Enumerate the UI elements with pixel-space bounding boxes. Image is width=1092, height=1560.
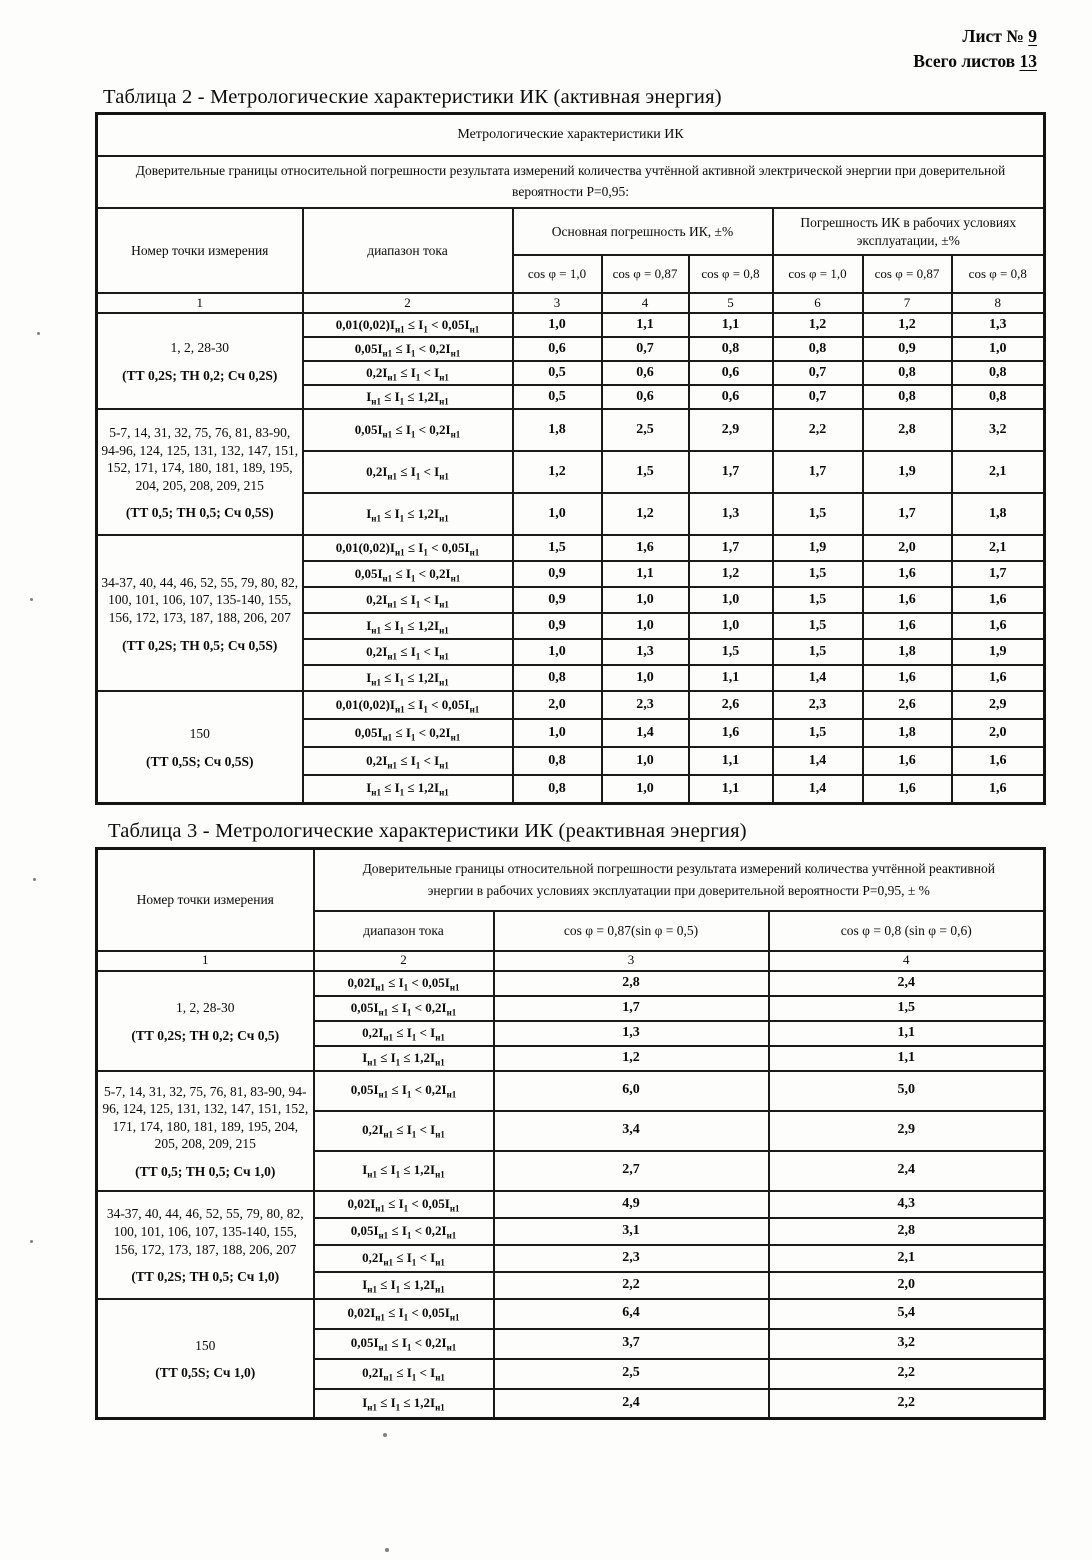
current-range-cell: $0,2I_{н1} \le I_1 < I_{н1}$	[303, 587, 513, 613]
error-value-cell: 2,8	[863, 409, 952, 451]
error-value-cell: 2,9	[689, 409, 773, 451]
table-row	[97, 1071, 1045, 1111]
current-range-cell: $0,2I_{н1} \le I_1 < I_{н1}$	[303, 747, 513, 775]
measurement-point-cell	[97, 971, 314, 1071]
error-value-cell: 2,5	[494, 1359, 769, 1389]
error-value-cell: 0,8	[952, 385, 1045, 409]
error-value-cell: 1,3	[952, 313, 1045, 337]
error-value-cell: 0,9	[513, 561, 602, 587]
error-value-cell: 2,6	[863, 691, 952, 719]
error-value-cell: 1,6	[863, 775, 952, 803]
error-value-cell: 1,0	[513, 313, 602, 337]
error-value-cell: 1,6	[952, 665, 1045, 691]
device-accuracy-label: (ТТ 0,5; ТН 0,5; Сч 0,5S)	[125, 505, 274, 521]
error-value-cell: 6,0	[494, 1071, 769, 1111]
error-value-cell: 2,6	[689, 691, 773, 719]
error-value-cell: 1,1	[769, 1046, 1045, 1071]
error-value-cell: 1,0	[602, 775, 689, 803]
error-value-cell: 5,4	[769, 1299, 1045, 1329]
error-value-cell: 2,2	[494, 1272, 769, 1299]
error-value-cell: 1,3	[689, 493, 773, 535]
current-range-cell: $0,05I_{н1} \le I_1 < 0,2I_{н1}$	[314, 1218, 494, 1245]
device-accuracy-label: (ТТ 0,5S; Сч 0,5S)	[145, 753, 254, 769]
table2-group-working-header: Погрешность ИК в рабочих условиях эксплуатации, ±%	[773, 208, 1045, 255]
current-range-cell: $0,2I_{н1} \le I_1 < I_{н1}$	[314, 1021, 494, 1046]
table3-col-number: 1	[97, 951, 314, 971]
scan-speck	[383, 1433, 387, 1437]
error-value-cell: 1,0	[602, 613, 689, 639]
current-range-cell: $I_{н1} \le I_1 \le 1,2I_{н1}$	[303, 613, 513, 639]
error-value-cell: 1,1	[602, 313, 689, 337]
scan-speck	[37, 332, 40, 335]
current-range-cell: $0,02I_{н1} \le I_1 < 0,05I_{н1}$	[314, 971, 494, 996]
error-value-cell: 0,8	[513, 665, 602, 691]
error-value-cell: 1,5	[602, 451, 689, 493]
error-value-cell: 3,4	[494, 1111, 769, 1151]
error-value-cell: 2,9	[952, 691, 1045, 719]
error-value-cell: 0,8	[513, 747, 602, 775]
error-value-cell: 3,1	[494, 1218, 769, 1245]
error-value-cell: 2,7	[494, 1151, 769, 1191]
error-value-cell: 0,8	[773, 337, 863, 361]
table2-group-basic-header: Основная погрешность ИК, ±%	[513, 208, 773, 255]
error-value-cell: 1,5	[773, 493, 863, 535]
table2-col-number: 2	[303, 293, 513, 313]
error-value-cell: 1,5	[513, 535, 602, 561]
error-value-cell: 2,3	[602, 691, 689, 719]
table2-header-sub: Доверительные границы относительной погрешности результата измерений количества учтённой активной электрической энергии при доверительной вероятности Р=0,95:	[97, 156, 1045, 208]
error-value-cell: 1,9	[863, 451, 952, 493]
error-value-cell: 2,8	[494, 971, 769, 996]
table2-col-number: 8	[952, 293, 1045, 313]
table3-cos-header: cos φ = 0,8 (sin φ = 0,6)	[769, 911, 1045, 951]
current-range-cell: $0,01(0,02)I_{н1} \le I_1 < 0,05I_{н1}$	[303, 313, 513, 337]
current-range-cell: $0,2I_{н1} \le I_1 < I_{н1}$	[303, 451, 513, 493]
measurement-point-cell	[97, 313, 303, 409]
error-value-cell: 1,5	[773, 587, 863, 613]
error-value-cell: 1,6	[952, 613, 1045, 639]
table-row	[97, 409, 1045, 451]
error-value-cell: 0,8	[863, 361, 952, 385]
error-value-cell: 1,4	[773, 665, 863, 691]
sheet-number: 9	[1028, 26, 1037, 46]
table-row	[97, 535, 1045, 561]
error-value-cell: 1,6	[602, 535, 689, 561]
current-range-cell: $I_{н1} \le I_1 \le 1,2I_{н1}$	[303, 775, 513, 803]
error-value-cell: 2,0	[513, 691, 602, 719]
table2-col-number: 6	[773, 293, 863, 313]
error-value-cell: 0,9	[513, 613, 602, 639]
error-value-cell: 1,7	[494, 996, 769, 1021]
device-accuracy-label: (ТТ 0,2S; ТН 0,5; Сч 1,0)	[131, 1269, 280, 1285]
scan-speck	[33, 878, 36, 881]
table3-cos-header: cos φ = 0,87(sin φ = 0,5)	[494, 911, 769, 951]
error-value-cell: 4,9	[494, 1191, 769, 1218]
measurement-point-cell	[97, 1299, 314, 1419]
table2-col-number: 5	[689, 293, 773, 313]
table3-title: Таблица 3 - Метрологические характеристики ИК (реактивная энергия)	[108, 819, 747, 842]
error-value-cell: 1,5	[773, 613, 863, 639]
error-value-cell: 2,2	[769, 1389, 1045, 1419]
measurement-point-cell	[97, 409, 303, 535]
table2-col-number: 3	[513, 293, 602, 313]
error-value-cell: 0,7	[773, 361, 863, 385]
current-range-cell: $0,05I_{н1} \le I_1 < 0,2I_{н1}$	[303, 561, 513, 587]
error-value-cell: 6,4	[494, 1299, 769, 1329]
error-value-cell: 1,8	[863, 719, 952, 747]
error-value-cell: 2,2	[773, 409, 863, 451]
current-range-cell: $0,05I_{н1} \le I_1 < 0,2I_{н1}$	[303, 337, 513, 361]
error-value-cell: 1,5	[689, 639, 773, 665]
error-value-cell: 0,5	[513, 385, 602, 409]
error-value-cell: 1,9	[773, 535, 863, 561]
table2-col-number: 4	[602, 293, 689, 313]
error-value-cell: 1,1	[689, 665, 773, 691]
error-value-cell: 1,2	[602, 493, 689, 535]
total-sheets-number: 13	[1019, 51, 1037, 72]
total-sheets-line	[913, 49, 1037, 74]
error-value-cell: 2,9	[769, 1111, 1045, 1151]
current-range-cell: $0,2I_{н1} \le I_1 < I_{н1}$	[303, 639, 513, 665]
error-value-cell: 0,6	[602, 361, 689, 385]
error-value-cell: 1,9	[952, 639, 1045, 665]
error-value-cell: 2,1	[952, 451, 1045, 493]
point-numbers: 5-7, 14, 31, 32, 75, 76, 81, 83-90, 94-96, 124, 125, 131, 132, 147, 151, 152, 171, 174, 180, 181, 189, 195, 204, 205, 208, 209, 215	[101, 425, 299, 493]
error-value-cell: 1,8	[863, 639, 952, 665]
error-value-cell: 0,6	[513, 337, 602, 361]
error-value-cell: 2,2	[769, 1359, 1045, 1389]
error-value-cell: 2,5	[602, 409, 689, 451]
table2-title: Таблица 2 - Метрологические характеристики ИК (активная энергия)	[103, 86, 722, 108]
table3-col-point-header: Номер точки измерения	[97, 848, 314, 951]
current-range-cell: $0,01(0,02)I_{н1} \le I_1 < 0,05I_{н1}$	[303, 535, 513, 561]
table-row	[97, 1191, 1045, 1218]
table2-cos-header: cos φ = 1,0	[773, 255, 863, 293]
table3-col-range-header: диапазон тока	[314, 911, 494, 951]
current-range-cell: $0,2I_{н1} \le I_1 < I_{н1}$	[314, 1111, 494, 1151]
table2-col-range-header: диапазон тока	[303, 208, 513, 293]
error-value-cell: 1,6	[952, 775, 1045, 803]
device-accuracy-label: (ТТ 0,2S; ТН 0,5; Сч 0,5S)	[122, 637, 278, 653]
error-value-cell: 1,1	[689, 775, 773, 803]
table3-col-number: 3	[494, 951, 769, 971]
error-value-cell: 3,2	[769, 1329, 1045, 1359]
error-value-cell: 2,0	[952, 719, 1045, 747]
error-value-cell: 0,8	[689, 337, 773, 361]
current-range-cell: $0,2I_{н1} \le I_1 < I_{н1}$	[314, 1359, 494, 1389]
point-numbers: 34-37, 40, 44, 46, 52, 55, 79, 80, 82, 100, 101, 106, 107, 135-140, 155, 156, 172, 173, 187, 188, 206, 207	[106, 1206, 304, 1257]
sheet-number-line	[913, 24, 1037, 49]
error-value-cell: 1,2	[773, 313, 863, 337]
error-value-cell: 1,3	[602, 639, 689, 665]
current-range-cell: $0,02I_{н1} \le I_1 < 0,05I_{н1}$	[314, 1191, 494, 1218]
measurement-point-cell	[97, 1071, 314, 1191]
error-value-cell: 1,2	[513, 451, 602, 493]
error-value-cell: 2,3	[773, 691, 863, 719]
sheet-label: Лист №	[962, 26, 1024, 46]
device-accuracy-label: (ТТ 0,5; ТН 0,5; Сч 1,0)	[135, 1163, 276, 1179]
error-value-cell: 1,0	[513, 639, 602, 665]
sheet-info	[913, 24, 1037, 75]
error-value-cell: 0,8	[863, 385, 952, 409]
error-value-cell: 1,1	[769, 1021, 1045, 1046]
error-value-cell: 2,8	[769, 1218, 1045, 1245]
error-value-cell: 2,0	[769, 1272, 1045, 1299]
error-value-cell: 1,8	[952, 493, 1045, 535]
error-value-cell: 2,1	[952, 535, 1045, 561]
current-range-cell: $I_{н1} \le I_1 \le 1,2I_{н1}$	[303, 665, 513, 691]
current-range-cell: $I_{н1} \le I_1 \le 1,2I_{н1}$	[303, 493, 513, 535]
error-value-cell: 2,0	[863, 535, 952, 561]
point-numbers: 5-7, 14, 31, 32, 75, 76, 81, 83-90, 94-96, 124, 125, 131, 132, 147, 151, 152, 171, 174, 180, 181, 189, 195, 204, 205, 208, 209, 215	[102, 1083, 309, 1152]
error-value-cell: 0,8	[952, 361, 1045, 385]
error-value-cell: 1,0	[602, 665, 689, 691]
table-row	[97, 691, 1045, 719]
error-value-cell: 0,9	[513, 587, 602, 613]
error-value-cell: 1,0	[689, 613, 773, 639]
error-value-cell: 1,1	[602, 561, 689, 587]
error-value-cell: 5,0	[769, 1071, 1045, 1111]
error-value-cell: 1,2	[494, 1046, 769, 1071]
error-value-cell: 0,6	[689, 385, 773, 409]
error-value-cell: 1,6	[863, 665, 952, 691]
table3-col-number: 4	[769, 951, 1045, 971]
error-value-cell: 1,4	[602, 719, 689, 747]
error-value-cell: 1,3	[494, 1021, 769, 1046]
device-accuracy-label: (ТТ 0,2S; ТН 0,2; Сч 0,5)	[131, 1027, 280, 1043]
error-value-cell: 2,1	[769, 1245, 1045, 1272]
error-value-cell: 1,4	[773, 747, 863, 775]
error-value-cell: 1,5	[773, 639, 863, 665]
table2-cos-header: cos φ = 0,8	[689, 255, 773, 293]
error-value-cell: 1,2	[689, 561, 773, 587]
error-value-cell: 1,0	[602, 587, 689, 613]
error-value-cell: 1,6	[689, 719, 773, 747]
error-value-cell: 1,0	[689, 587, 773, 613]
measurement-point-cell	[97, 1191, 314, 1299]
table3-col-number: 2	[314, 951, 494, 971]
error-value-cell: 2,4	[769, 971, 1045, 996]
current-range-cell: $0,05I_{н1} \le I_1 < 0,2I_{н1}$	[303, 409, 513, 451]
error-value-cell: 2,4	[494, 1389, 769, 1419]
error-value-cell: 3,7	[494, 1329, 769, 1359]
error-value-cell: 1,6	[863, 613, 952, 639]
error-value-cell: 1,6	[863, 747, 952, 775]
error-value-cell: 1,6	[952, 587, 1045, 613]
current-range-cell: $0,05I_{н1} \le I_1 < 0,2I_{н1}$	[314, 996, 494, 1021]
error-value-cell: 1,6	[863, 587, 952, 613]
error-value-cell: 1,7	[863, 493, 952, 535]
scan-speck	[385, 1548, 389, 1552]
table2-col-number: 7	[863, 293, 952, 313]
error-value-cell: 0,7	[602, 337, 689, 361]
error-value-cell: 1,7	[952, 561, 1045, 587]
error-value-cell: 1,6	[952, 747, 1045, 775]
current-range-cell: $0,05I_{н1} \le I_1 < 0,2I_{н1}$	[303, 719, 513, 747]
current-range-cell: $0,05I_{н1} \le I_1 < 0,2I_{н1}$	[314, 1071, 494, 1111]
error-value-cell: 1,1	[689, 313, 773, 337]
error-value-cell: 2,3	[494, 1245, 769, 1272]
error-value-cell: 1,0	[513, 493, 602, 535]
current-range-cell: $I_{н1} \le I_1 \le 1,2I_{н1}$	[314, 1389, 494, 1419]
error-value-cell: 1,5	[773, 561, 863, 587]
table3-reactive-energy	[95, 847, 1046, 1421]
point-numbers: 150	[195, 1337, 216, 1353]
current-range-cell: $I_{н1} \le I_1 \le 1,2I_{н1}$	[314, 1151, 494, 1191]
table2-col-number: 1	[97, 293, 303, 313]
current-range-cell: $I_{н1} \le I_1 \le 1,2I_{н1}$	[314, 1272, 494, 1299]
current-range-cell: $0,2I_{н1} \le I_1 < I_{н1}$	[303, 361, 513, 385]
error-value-cell: 3,2	[952, 409, 1045, 451]
error-value-cell: 1,8	[513, 409, 602, 451]
error-value-cell: 1,7	[689, 451, 773, 493]
current-range-cell: $0,01(0,02)I_{н1} \le I_1 < 0,05I_{н1}$	[303, 691, 513, 719]
error-value-cell: 1,6	[863, 561, 952, 587]
table3-header-span: Доверительные границы относительной погрешности результата измерений количества учтённой реактивной энергии в рабочих условиях эксплуатации при доверительной вероятности Р=0,95, ± %	[314, 848, 1045, 911]
table-row	[97, 971, 1045, 996]
error-value-cell: 1,5	[769, 996, 1045, 1021]
error-value-cell: 4,3	[769, 1191, 1045, 1218]
error-value-cell: 0,9	[863, 337, 952, 361]
current-range-cell: $I_{н1} \le I_1 \le 1,2I_{н1}$	[303, 385, 513, 409]
table2-header-main: Метрологические характеристики ИК	[97, 114, 1045, 157]
table-row	[97, 313, 1045, 337]
error-value-cell: 1,5	[773, 719, 863, 747]
error-value-cell: 1,7	[689, 535, 773, 561]
current-range-cell: $0,2I_{н1} \le I_1 < I_{н1}$	[314, 1245, 494, 1272]
table2-cos-header: cos φ = 0,87	[602, 255, 689, 293]
error-value-cell: 2,4	[769, 1151, 1045, 1191]
error-value-cell: 1,0	[513, 719, 602, 747]
error-value-cell: 1,7	[773, 451, 863, 493]
current-range-cell: $0,02I_{н1} \le I_1 < 0,05I_{н1}$	[314, 1299, 494, 1329]
error-value-cell: 0,8	[513, 775, 602, 803]
error-value-cell: 1,2	[863, 313, 952, 337]
current-range-cell: $0,05I_{н1} \le I_1 < 0,2I_{н1}$	[314, 1329, 494, 1359]
error-value-cell: 0,7	[773, 385, 863, 409]
table2-col-point-header: Номер точки измерения	[97, 208, 303, 293]
measurement-point-cell	[97, 691, 303, 803]
current-range-cell: $I_{н1} \le I_1 \le 1,2I_{н1}$	[314, 1046, 494, 1071]
error-value-cell: 0,6	[602, 385, 689, 409]
error-value-cell: 1,4	[773, 775, 863, 803]
device-accuracy-label: (ТТ 0,5S; Сч 1,0)	[155, 1365, 256, 1381]
measurement-point-cell	[97, 535, 303, 691]
error-value-cell: 0,5	[513, 361, 602, 385]
table2-cos-header: cos φ = 0,87	[863, 255, 952, 293]
device-accuracy-label: (ТТ 0,2S; ТН 0,2; Сч 0,2S)	[122, 368, 278, 383]
total-sheets-label: Всего листов	[913, 51, 1016, 72]
error-value-cell: 1,1	[689, 747, 773, 775]
error-value-cell: 1,0	[952, 337, 1045, 361]
error-value-cell: 1,0	[602, 747, 689, 775]
table-row	[97, 1299, 1045, 1329]
scan-speck	[30, 1240, 33, 1243]
table2-cos-header: cos φ = 0,8	[952, 255, 1045, 293]
point-numbers: 150	[189, 726, 210, 742]
scan-speck	[30, 598, 33, 601]
point-numbers: 1, 2, 28-30	[176, 999, 235, 1015]
point-numbers: 34-37, 40, 44, 46, 52, 55, 79, 80, 82, 100, 101, 106, 107, 135-140, 155, 156, 172, 173, 187, 188, 206, 207	[101, 574, 299, 625]
point-numbers: 1, 2, 28-30	[170, 340, 229, 356]
table2-cos-header: cos φ = 1,0	[513, 255, 602, 293]
table2-active-energy	[95, 112, 1046, 805]
error-value-cell: 0,6	[689, 361, 773, 385]
